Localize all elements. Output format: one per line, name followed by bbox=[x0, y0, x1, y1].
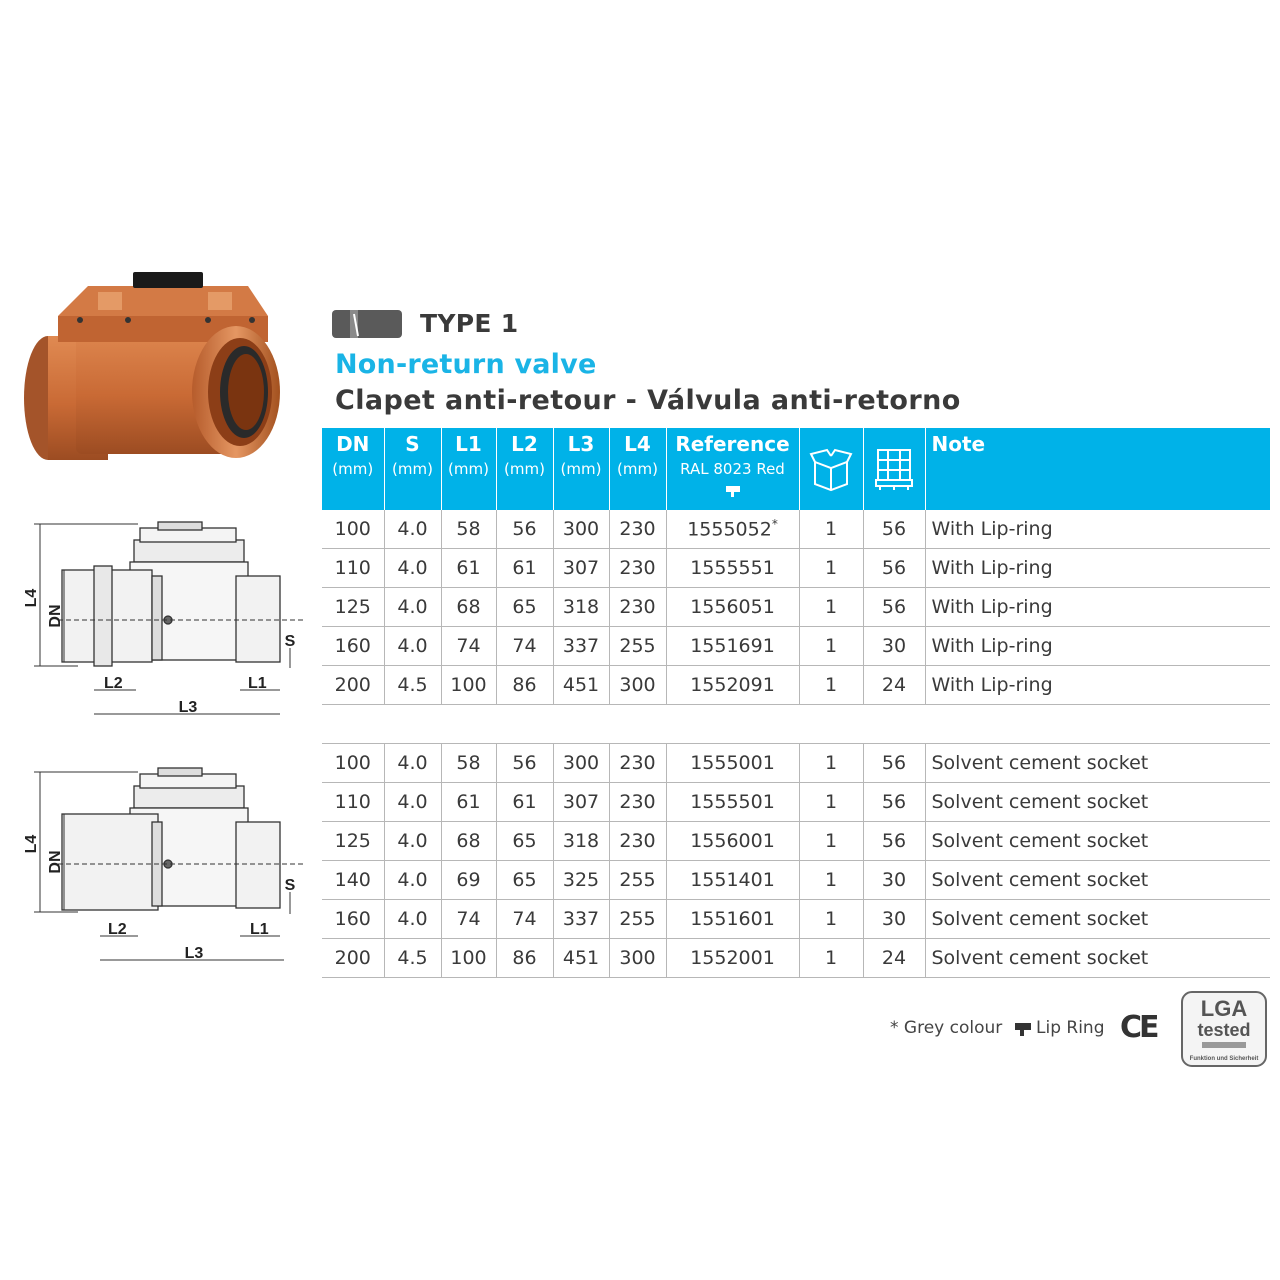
type-1-icon bbox=[332, 308, 404, 340]
cell-s: 4.0 bbox=[384, 588, 441, 627]
cell-s: 4.5 bbox=[384, 666, 441, 705]
cell-s: 4.0 bbox=[384, 861, 441, 900]
title-english: Non-return valve bbox=[335, 349, 597, 380]
cell-l2: 65 bbox=[496, 822, 553, 861]
cell-l2: 86 bbox=[496, 939, 553, 978]
col-s: S (mm) bbox=[384, 428, 441, 510]
cell-ref: 1551401 bbox=[666, 861, 799, 900]
cell-note: With Lip-ring bbox=[925, 588, 1270, 627]
label-l2: L2 bbox=[108, 921, 127, 938]
cell-box: 1 bbox=[799, 588, 863, 627]
cell-l2: 65 bbox=[496, 588, 553, 627]
cell-l4: 230 bbox=[609, 744, 666, 783]
cell-ref: 1555551 bbox=[666, 549, 799, 588]
table-row bbox=[322, 861, 1270, 900]
cell-note: With Lip-ring bbox=[925, 666, 1270, 705]
cell-l4: 230 bbox=[609, 783, 666, 822]
cell-l4: 300 bbox=[609, 939, 666, 978]
cell-l1: 61 bbox=[441, 783, 496, 822]
dimension-diagram-lip-ring bbox=[18, 518, 318, 728]
table-group-separator bbox=[322, 705, 1270, 744]
label-l4: L4 bbox=[23, 588, 40, 608]
cell-s: 4.0 bbox=[384, 822, 441, 861]
col-l2: L2 (mm) bbox=[496, 428, 553, 510]
cell-dn: 200 bbox=[322, 666, 384, 705]
table-row bbox=[322, 783, 1270, 822]
label-l4: L4 bbox=[23, 834, 40, 854]
col-l3: L3 (mm) bbox=[553, 428, 609, 510]
cell-box: 1 bbox=[799, 783, 863, 822]
lip-ring-legend-icon bbox=[1014, 1021, 1032, 1037]
cell-pallet: 24 bbox=[863, 939, 925, 978]
cell-note: With Lip-ring bbox=[925, 627, 1270, 666]
cell-l4: 230 bbox=[609, 549, 666, 588]
cell-dn: 200 bbox=[322, 939, 384, 978]
table-row bbox=[322, 666, 1270, 705]
label-s: S bbox=[284, 877, 296, 894]
cell-l2: 56 bbox=[496, 510, 553, 549]
cell-pallet: 56 bbox=[863, 510, 925, 549]
cell-l1: 100 bbox=[441, 666, 496, 705]
cell-box: 1 bbox=[799, 822, 863, 861]
cell-pallet: 24 bbox=[863, 666, 925, 705]
cell-pallet: 56 bbox=[863, 549, 925, 588]
cell-dn: 125 bbox=[322, 822, 384, 861]
type-label: TYPE 1 bbox=[420, 309, 519, 338]
grey-colour-note: * Grey colour bbox=[890, 1018, 1003, 1038]
cell-box: 1 bbox=[799, 900, 863, 939]
cell-l1: 68 bbox=[441, 822, 496, 861]
cell-l1: 74 bbox=[441, 900, 496, 939]
label-l1: L1 bbox=[248, 675, 267, 692]
table-row bbox=[322, 588, 1270, 627]
cell-s: 4.0 bbox=[384, 627, 441, 666]
lip-ring-icon bbox=[725, 484, 741, 498]
label-dn: DN bbox=[47, 850, 64, 874]
cell-l3: 451 bbox=[553, 939, 609, 978]
cell-dn: 125 bbox=[322, 588, 384, 627]
lga-tested-logo bbox=[1180, 990, 1268, 1068]
cell-l4: 230 bbox=[609, 822, 666, 861]
cell-l4: 230 bbox=[609, 588, 666, 627]
cell-ref: 1555052* bbox=[666, 510, 799, 549]
cell-box: 1 bbox=[799, 666, 863, 705]
col-note: Note bbox=[925, 428, 1270, 510]
cell-l4: 300 bbox=[609, 666, 666, 705]
cell-note: With Lip-ring bbox=[925, 510, 1270, 549]
cell-box: 1 bbox=[799, 744, 863, 783]
cell-s: 4.0 bbox=[384, 783, 441, 822]
cell-l3: 307 bbox=[553, 549, 609, 588]
cell-pallet: 56 bbox=[863, 744, 925, 783]
box-icon bbox=[809, 446, 853, 492]
svg-text:tested: tested bbox=[1197, 1020, 1251, 1040]
cell-pallet: 30 bbox=[863, 627, 925, 666]
cell-s: 4.0 bbox=[384, 549, 441, 588]
cell-l1: 68 bbox=[441, 588, 496, 627]
cell-l3: 318 bbox=[553, 822, 609, 861]
pallet-icon bbox=[874, 446, 914, 492]
cell-l4: 255 bbox=[609, 627, 666, 666]
table-header-row bbox=[322, 428, 1270, 510]
product-image bbox=[18, 262, 280, 484]
cell-ref: 1555001 bbox=[666, 744, 799, 783]
cell-l4: 230 bbox=[609, 510, 666, 549]
table-row bbox=[322, 939, 1270, 978]
cell-l1: 61 bbox=[441, 549, 496, 588]
cell-l3: 300 bbox=[553, 744, 609, 783]
cell-s: 4.5 bbox=[384, 939, 441, 978]
cell-note: Solvent cement socket bbox=[925, 822, 1270, 861]
cell-ref: 1556051 bbox=[666, 588, 799, 627]
label-l3: L3 bbox=[178, 699, 198, 716]
cell-dn: 100 bbox=[322, 510, 384, 549]
cell-l3: 325 bbox=[553, 861, 609, 900]
col-l4: L4 (mm) bbox=[609, 428, 666, 510]
cell-l3: 451 bbox=[553, 666, 609, 705]
cell-s: 4.0 bbox=[384, 744, 441, 783]
cell-note: Solvent cement socket bbox=[925, 783, 1270, 822]
cell-l3: 300 bbox=[553, 510, 609, 549]
cell-l4: 255 bbox=[609, 900, 666, 939]
ref-footnote-mark: * bbox=[771, 517, 778, 532]
dimension-diagram-solvent bbox=[18, 764, 318, 974]
label-s: S bbox=[284, 633, 296, 650]
table-row bbox=[322, 510, 1270, 549]
col-l1: L1 (mm) bbox=[441, 428, 496, 510]
label-dn: DN bbox=[47, 604, 64, 628]
cell-ref: 1552001 bbox=[666, 939, 799, 978]
cell-note: Solvent cement socket bbox=[925, 744, 1270, 783]
cell-l1: 69 bbox=[441, 861, 496, 900]
cell-l2: 56 bbox=[496, 744, 553, 783]
cell-l4: 255 bbox=[609, 861, 666, 900]
cell-l2: 86 bbox=[496, 666, 553, 705]
cell-dn: 160 bbox=[322, 900, 384, 939]
table-row bbox=[322, 822, 1270, 861]
cell-box: 1 bbox=[799, 510, 863, 549]
col-pallet bbox=[863, 428, 925, 510]
cell-note: Solvent cement socket bbox=[925, 939, 1270, 978]
col-box bbox=[799, 428, 863, 510]
cell-pallet: 30 bbox=[863, 900, 925, 939]
cell-l2: 65 bbox=[496, 861, 553, 900]
cell-pallet: 56 bbox=[863, 588, 925, 627]
cell-l3: 337 bbox=[553, 900, 609, 939]
cell-pallet: 56 bbox=[863, 783, 925, 822]
cell-ref: 1552091 bbox=[666, 666, 799, 705]
cell-l1: 74 bbox=[441, 627, 496, 666]
svg-text:LGA: LGA bbox=[1200, 996, 1248, 1021]
cell-l1: 58 bbox=[441, 510, 496, 549]
cell-ref: 1556001 bbox=[666, 822, 799, 861]
lip-ring-legend-label: Lip Ring bbox=[1036, 1018, 1105, 1038]
svg-text:Funktion und Sicherheit: Funktion und Sicherheit bbox=[1189, 1056, 1259, 1062]
table-row bbox=[322, 627, 1270, 666]
cell-box: 1 bbox=[799, 939, 863, 978]
label-l2: L2 bbox=[104, 675, 123, 692]
product-spec-table bbox=[322, 428, 1270, 978]
cell-s: 4.0 bbox=[384, 900, 441, 939]
cell-dn: 100 bbox=[322, 744, 384, 783]
cell-l3: 337 bbox=[553, 627, 609, 666]
cell-ref: 1551601 bbox=[666, 900, 799, 939]
cell-l2: 61 bbox=[496, 783, 553, 822]
cell-dn: 110 bbox=[322, 549, 384, 588]
cell-l2: 61 bbox=[496, 549, 553, 588]
cell-l2: 74 bbox=[496, 900, 553, 939]
cell-pallet: 30 bbox=[863, 861, 925, 900]
cell-note: With Lip-ring bbox=[925, 549, 1270, 588]
cell-l1: 100 bbox=[441, 939, 496, 978]
cell-note: Solvent cement socket bbox=[925, 861, 1270, 900]
table-body bbox=[322, 510, 1270, 978]
cell-l3: 307 bbox=[553, 783, 609, 822]
table-row bbox=[322, 744, 1270, 783]
cell-l1: 58 bbox=[441, 744, 496, 783]
cell-dn: 140 bbox=[322, 861, 384, 900]
table-row bbox=[322, 900, 1270, 939]
cell-pallet: 56 bbox=[863, 822, 925, 861]
cell-ref: 1551691 bbox=[666, 627, 799, 666]
cell-ref: 1555501 bbox=[666, 783, 799, 822]
cell-dn: 160 bbox=[322, 627, 384, 666]
label-l3: L3 bbox=[184, 945, 204, 962]
title-french-spanish: Clapet anti-retour - Válvula anti-retorno bbox=[335, 385, 961, 416]
ce-mark: CE bbox=[1120, 1010, 1157, 1045]
col-reference: Reference RAL 8023 Red bbox=[666, 428, 799, 510]
cell-l3: 318 bbox=[553, 588, 609, 627]
cell-box: 1 bbox=[799, 549, 863, 588]
cell-box: 1 bbox=[799, 861, 863, 900]
cell-l2: 74 bbox=[496, 627, 553, 666]
cell-s: 4.0 bbox=[384, 510, 441, 549]
cell-box: 1 bbox=[799, 627, 863, 666]
label-l1: L1 bbox=[250, 921, 269, 938]
cell-note: Solvent cement socket bbox=[925, 900, 1270, 939]
table-row bbox=[322, 549, 1270, 588]
cell-dn: 110 bbox=[322, 783, 384, 822]
col-dn: DN (mm) bbox=[322, 428, 384, 510]
